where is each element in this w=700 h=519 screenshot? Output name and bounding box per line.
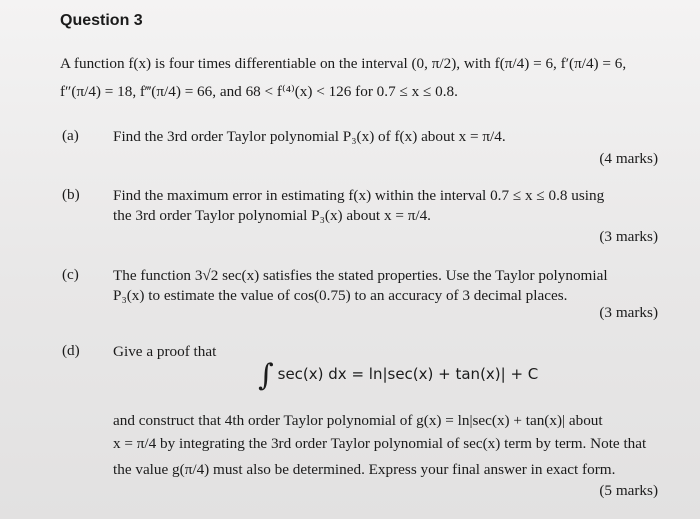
part-c-marks: (3 marks)	[599, 304, 658, 321]
part-d-label: (d)	[62, 342, 80, 359]
part-c-text-line-2: P₃(x) to estimate the value of cos(0.75) to an accuracy of 3 decimal places.	[113, 287, 568, 304]
part-a-text: Find the 3rd order Taylor polynomial P₃(x) of f(x) about x = π/4.	[113, 128, 506, 145]
part-d-text-line-1: Give a proof that	[113, 343, 217, 360]
part-d-text-line-2: and construct that 4th order Taylor polynomial of g(x) = ln|sec(x) + tan(x)| about	[113, 412, 603, 429]
integral-formula	[258, 358, 538, 393]
part-d-marks: (5 marks)	[599, 482, 658, 499]
part-a-marks: (4 marks)	[599, 150, 658, 167]
part-b-text-line-2: the 3rd order Taylor polynomial P₃(x) about x = π/4.	[113, 207, 431, 224]
question-title: Question 3	[60, 12, 143, 29]
part-d-text-line-3: x = π/4 by integrating the 3rd order Taylor polynomial of sec(x) term by term. Note that	[113, 435, 647, 452]
part-c-label: (c)	[62, 266, 79, 283]
question-intro-line-2: f″(π/4) = 18, f‴(π/4) = 66, and 68 < f⁽⁴⁾(x) < 126 for 0.7 ≤ x ≤ 0.8.	[60, 83, 458, 100]
part-b-label: (b)	[62, 186, 80, 203]
integral-expression: sec(x) dx = ln|sec(x) + tan(x)| + C	[277, 365, 539, 383]
part-b-marks: (3 marks)	[599, 228, 658, 245]
part-a-label: (a)	[62, 127, 79, 144]
part-d-text-line-4: the value g(π/4) must also be determined. Express your final answer in exact form.	[113, 461, 616, 478]
question-intro-line-1: A function f(x) is four times differentiable on the interval (0, π/2), with f(π/4) = 6, f′(π/4) = 6,	[60, 55, 627, 72]
integral-sign: ∫	[258, 358, 274, 393]
part-b-text-line-1: Find the maximum error in estimating f(x) within the interval 0.7 ≤ x ≤ 0.8 using	[113, 187, 605, 204]
part-c-text-line-1: The function 3√2 sec(x) satisfies the stated properties. Use the Taylor polynomial	[113, 267, 608, 284]
